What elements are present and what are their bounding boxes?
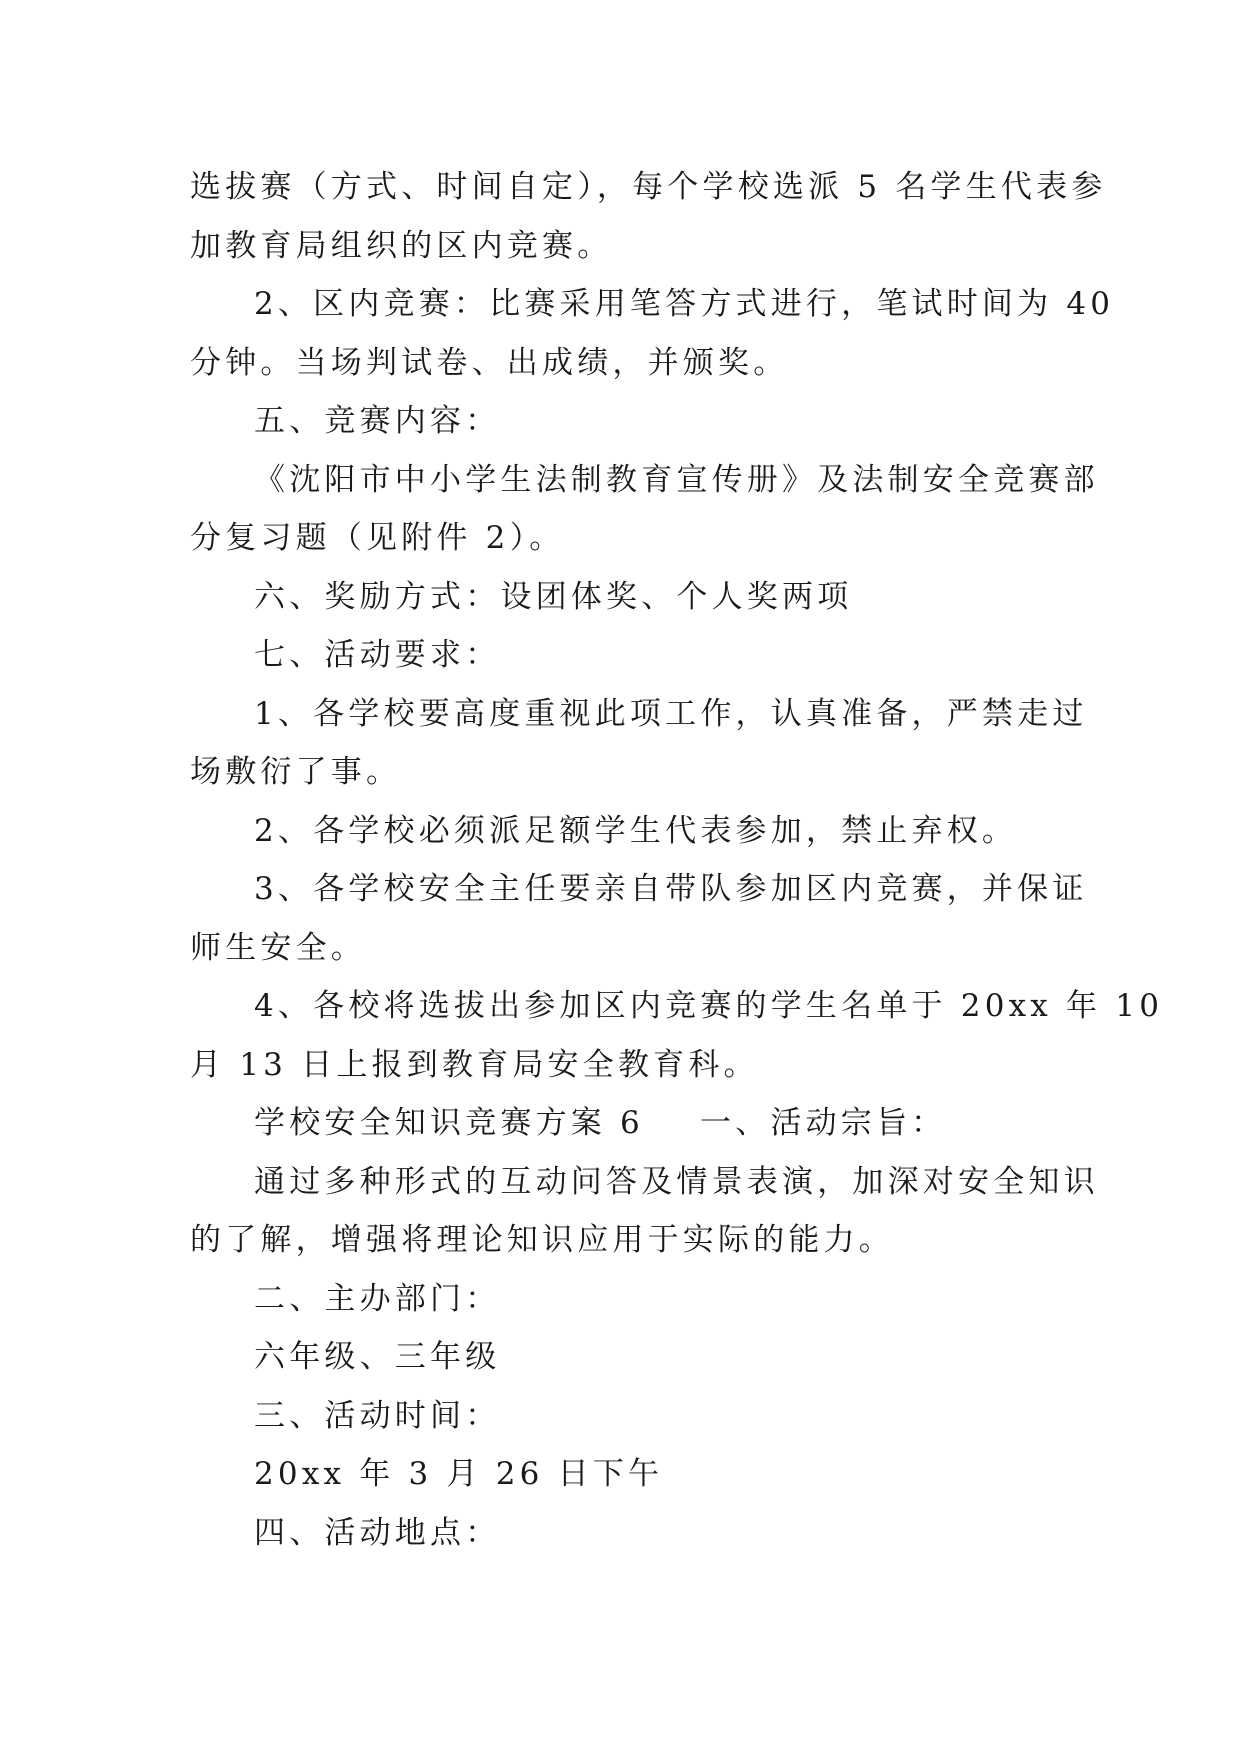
section-heading-awards: 六、奖励方式：设团体奖、个人奖两项 bbox=[254, 578, 853, 615]
body-line-23: 20xx 年 3 月 26 日下午 bbox=[254, 1456, 664, 1492]
section-heading-time: 三、活动时间： bbox=[254, 1397, 501, 1434]
body-line-6: 《沈阳市中小学生法制教育宣传册》及法制安全竞赛部 bbox=[254, 461, 1099, 498]
body-line-12: 2、各学校必须派足额学生代表参加，禁止弃权。 bbox=[254, 812, 1018, 849]
body-line-1: 选拔赛（方式、时间自定），每个学校选派 5 名学生代表参 bbox=[190, 169, 1107, 205]
body-line-21: 六年级、三年级 bbox=[254, 1339, 501, 1375]
section-heading-location: 四、活动地点： bbox=[254, 1514, 501, 1551]
section-heading-requirements: 七、活动要求： bbox=[254, 637, 501, 673]
section-heading-purpose: 一、活动宗旨： bbox=[699, 1105, 947, 1141]
body-line-3: 2、区内竞赛：比赛采用笔答方式进行，笔试时间为 40 bbox=[254, 286, 1115, 322]
body-line-18: 通过多种形式的互动问答及情景表演，加深对安全知识 bbox=[254, 1163, 1099, 1200]
body-line-16: 月 13 日上报到教育局安全教育科。 bbox=[190, 1046, 759, 1083]
body-line-19: 的了解，增强将理论知识应用于实际的能力。 bbox=[190, 1222, 894, 1258]
body-line-7: 分复习题（见附件 2）。 bbox=[190, 520, 565, 556]
body-line-2: 加教育局组织的区内竞赛。 bbox=[190, 227, 613, 264]
body-line-4: 分钟。当场判试卷、出成绩，并颁奖。 bbox=[190, 344, 789, 381]
body-line-14: 师生安全。 bbox=[190, 929, 366, 966]
body-line-15: 4、各校将选拔出参加区内竞赛的学生名单于 20xx 年 10 bbox=[254, 988, 1164, 1024]
section-heading-organizer: 二、主办部门： bbox=[254, 1280, 501, 1317]
section-heading-content: 五、竞赛内容： bbox=[254, 403, 501, 439]
body-line-10: 1、各学校要高度重视此项工作，认真准备，严禁走过 bbox=[254, 695, 1088, 732]
document-body bbox=[190, 158, 1164, 1562]
plan-title: 学校安全知识竞赛方案 6 bbox=[254, 1105, 644, 1141]
plan-title-line bbox=[190, 1094, 1060, 1153]
body-line-13: 3、各学校安全主任要亲自带队参加区内竞赛，并保证 bbox=[254, 871, 1088, 907]
body-line-11: 场敷衍了事。 bbox=[190, 754, 402, 790]
